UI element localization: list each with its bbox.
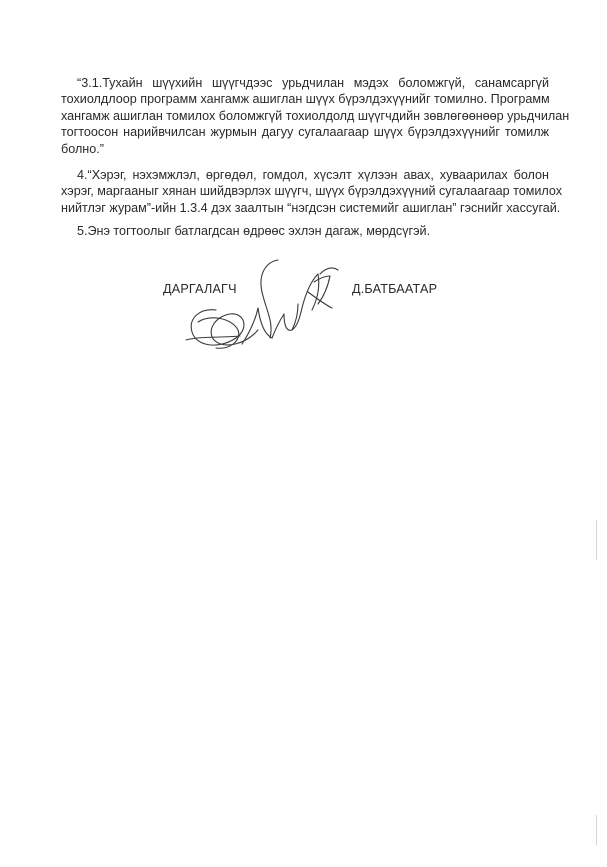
scan-margin-mark [596, 520, 597, 560]
paragraph-line: нийтлэг журам”-ийн 1.3.4 дэх заалтын “нэгдсэн системийг ашиглан” гэснийг хассугай. [61, 200, 561, 215]
paragraph-line: тохиолдлоор программ хангамж ашиглан шүүх бүрэлдэхүүнийг томилно. Программ [61, 92, 550, 107]
paragraph-3-1 [61, 75, 570, 157]
paragraph-line: 5.Энэ тогтоолыг батлагдсан өдрөөс эхлэн дагаж, мөрдсүгэй. [77, 224, 431, 238]
paragraph-line: болно.” [61, 141, 104, 156]
paragraph-line: 4.“Хэрэг, нэхэмжлэл, өргөдөл, гомдол, хүсэлт хүлээн авах, хуваарилах болон [77, 168, 549, 182]
signature-title: ДАРГАЛАГЧ [163, 282, 237, 296]
handwritten-signature [180, 252, 350, 362]
paragraph-line: тогтоосон нарийвчилсан журмын дагуу сугалаагаар шүүх бүрэлдэхүүнийг томилж [61, 125, 549, 140]
paragraph-line: хэрэг, маргааныг хянан шийдвэрлэх шүүгч, шүүх бүрэлдэхүүний сугалаагаар томилох [61, 184, 563, 199]
signatory-name: Д.БАТБААТАР [352, 282, 438, 296]
paragraph-4 [61, 167, 563, 216]
paragraph-line: “3.1.Тухайн шүүхийн шүүгчдээс урьдчилан мэдэх боломжгүй, санамсаргүй [77, 76, 549, 90]
paragraph-line: хангамж ашиглан томилох боломжгүй тохиолдолд шүүгчдийн зөвлөгөөнөөр урьдчилан [61, 108, 570, 123]
scan-margin-mark [596, 815, 597, 845]
paragraph-5 [61, 223, 549, 239]
